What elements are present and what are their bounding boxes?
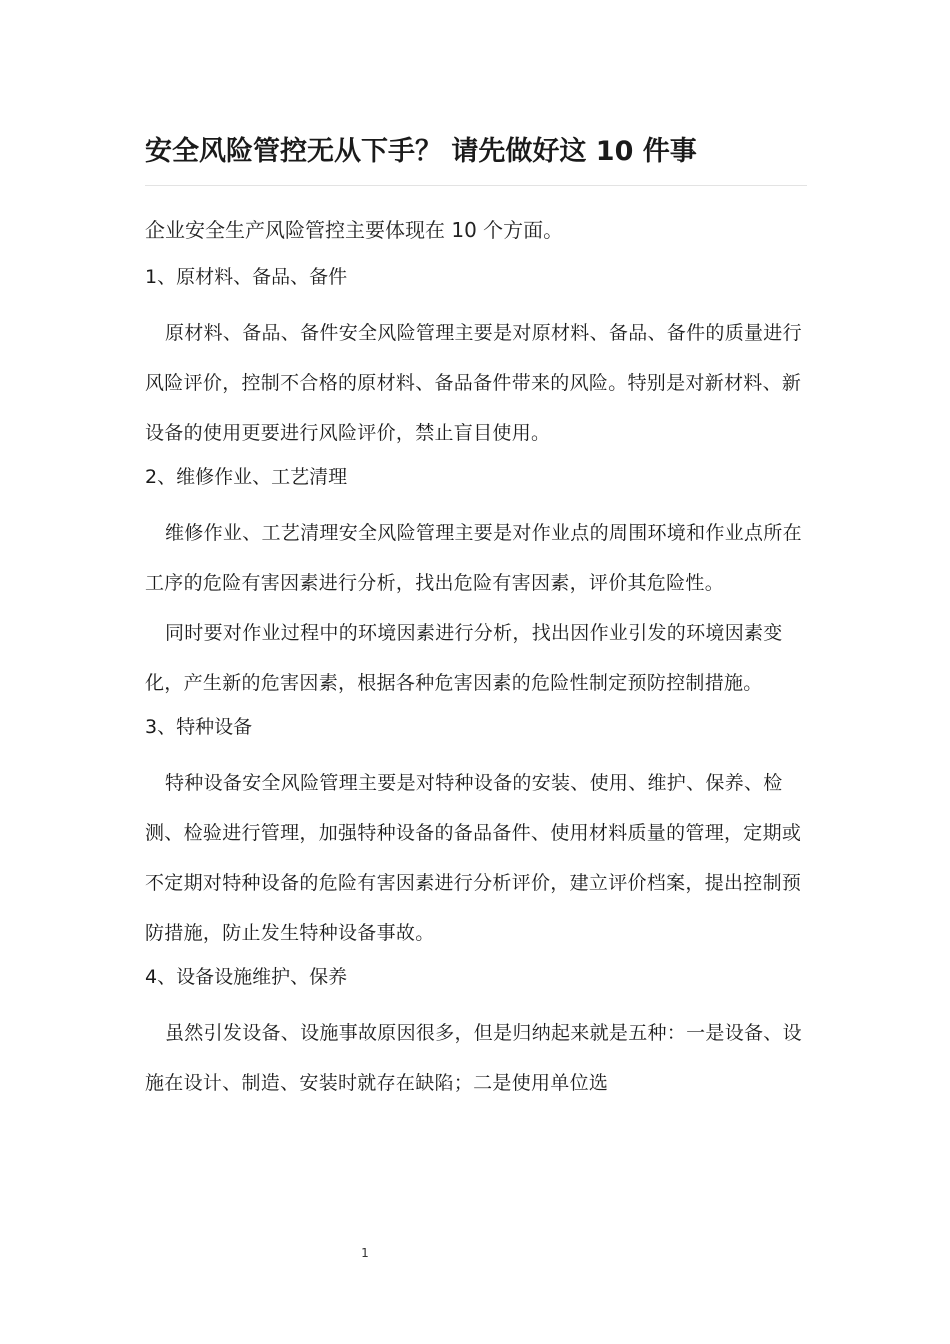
section-3-paragraph-1: 特种设备安全风险管理主要是对特种设备的安装、使用、维护、保养、检测、检验进行管理，加强特种设备的备品备件、使用材料质量的管理，定期或不定期对特种设备的危险有害因素进行分析评价，建立评价档案，提出控制预防措施，防止发生特种设备事故。 — [145, 772, 802, 944]
section-2-paragraph-2: 同时要对作业过程中的环境因素进行分析，找出因作业引发的环境因素变化，产生新的危害因素，根据各种危害因素的危险性制定预防控制措施。 — [145, 622, 783, 694]
page-number: 1 — [361, 1246, 369, 1260]
section-1-paragraph-1: 原材料、备品、备件安全风险管理主要是对原材料、备品、备件的质量进行风险评价，控制不合格的原材料、备品备件带来的风险。特别是对新材料、新设备的使用更要进行风险评价，禁止盲目使用。 — [145, 322, 802, 444]
section-4-paragraph-1: 虽然引发设备、设施事故原因很多，但是归纳起来就是五种：一是设备、设施在设计、制造、安装时就存在缺陷；二是使用单位选 — [145, 1022, 802, 1094]
section-heading-1: 1、原材料、备品、备件 — [145, 266, 348, 288]
article-body — [145, 210, 810, 1108]
section-heading-4: 4、设备设施维护、保养 — [145, 966, 348, 988]
lead-paragraph: 企业安全生产风险管控主要体现在 10 个方面。 — [145, 218, 564, 242]
article-title: 安全风险管控无从下手？ 请先做好这 10 件事 — [145, 136, 697, 167]
section-heading-2: 2、维修作业、工艺清理 — [145, 466, 348, 488]
section-2-paragraph-1: 维修作业、工艺清理安全风险管理主要是对作业点的周围环境和作业点所在工序的危险有害因素进行分析，找出危险有害因素，评价其危险性。 — [145, 522, 802, 594]
section-heading-3: 3、特种设备 — [145, 716, 253, 738]
title-divider — [145, 185, 807, 186]
